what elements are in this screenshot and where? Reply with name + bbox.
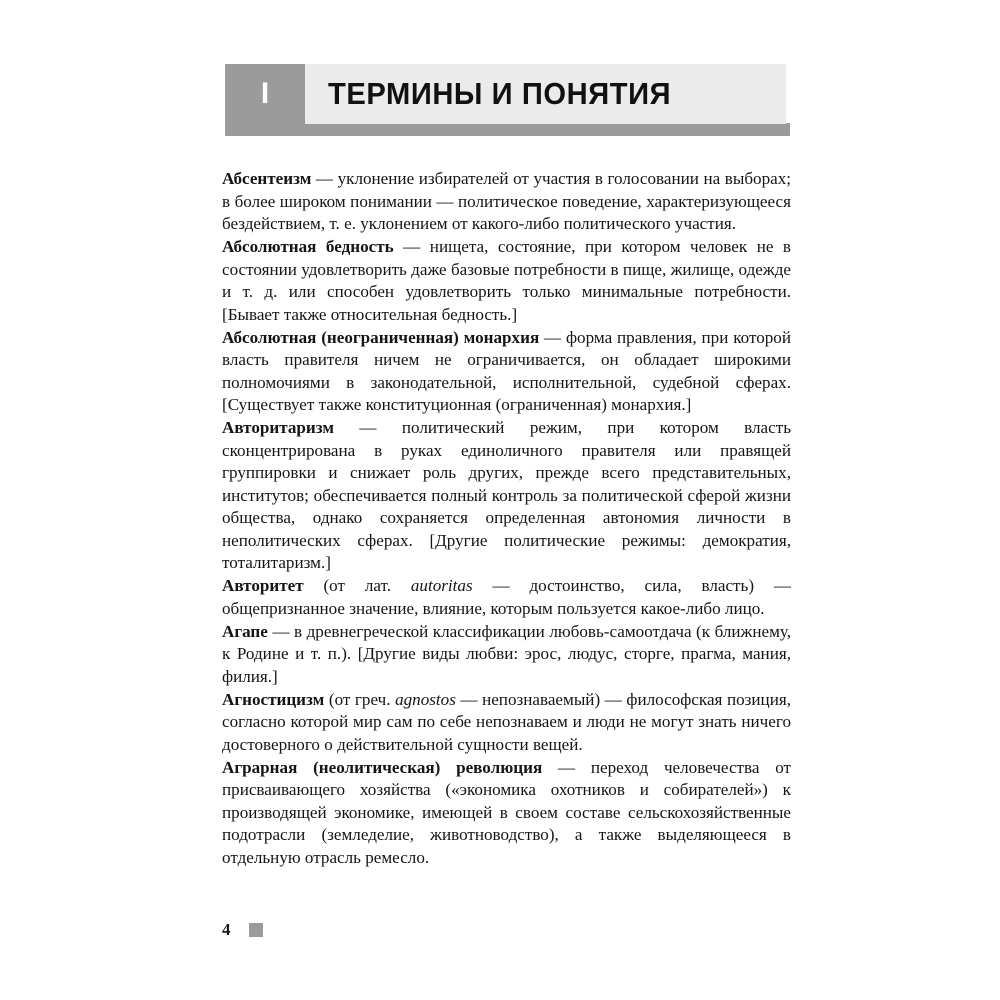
glossary-etymology-latin: agnostos [395,689,456,709]
glossary-entry [222,575,791,620]
glossary-etymology-suffix: — непознаваемый) [455,689,601,709]
chapter-header [225,64,790,136]
glossary-definition: нищета, состояние, при котором человек не в состоянии удовлетворить даже базовые потребности в пище, жилище, одежде и т. д. или способен удовлетворить только минимальные потребности. [Бывает также относительная бедность.] [222,237,792,324]
glossary-term: Абсолютная бедность [222,237,394,256]
glossary-dash: — [393,237,430,256]
glossary-entry [222,417,791,575]
glossary-entry [222,168,791,236]
glossary-term: Аграрная (неолитическая) революция [222,757,543,777]
footer-square-marker [249,923,263,937]
glossary-definition: политический режим, при котором власть сконцентрирована в руках единоличного правителя или правящей группировки и снижает роль других, прежде всего представительных, институтов; обеспечивается полный контроль за политической сферой жизни общества, однако сохраняется определенная автономия личности в неполитических сферах. [Другие политические режимы: демократия, тоталитаризм.] [222,418,791,572]
glossary-term: Авторитаризм [222,418,335,437]
glossary-definition: форма правления, при которой власть правителя ничем не ограничивается, он обладает широкими полномочиями в законодательной, исполнительной, судебной сферах. [Существует также конституционная (ограниченная) монархия.] [222,327,792,414]
glossary-entry [222,757,791,870]
glossary-entry [222,621,791,689]
page-number: 4 [222,920,231,939]
glossary-definition: переход человечества от присваивающего хозяйства («экономика охотников и собирателей») к производящей экономике, имеющей в своем составе сельскохозяйственные подотрасли (земледелие, животноводство), а также выделяющееся в отдельную отрасль ремесло. [222,757,791,867]
glossary-dash: — [600,689,627,709]
glossary-definition: общепризнанное значение, влияние, которым пользуется какое-либо лицо. [222,598,765,618]
glossary-definition: философская позиция, согласно которой мир сам по себе непознаваем и люди не могут знать ничего достоверного о действительной сущности вещей. [222,689,791,754]
glossary-entry [222,689,791,757]
glossary-term: Агностицизм [222,689,325,709]
page-footer [222,921,263,938]
chapter-number-box [225,64,305,136]
glossary-term: Авторитет [222,576,304,595]
glossary-etymology-latin: autoritas [410,576,473,595]
glossary-dash: — [334,418,402,437]
glossary-term: Абсолютная (неограниченная) монархия [222,327,540,347]
glossary-definition: уклонение избирателей от участия в голосовании на выборах; в более широком понимании — политическое поведение, характеризующееся бездействием, т. е. уклонением от какого-либо политического участия. [222,169,792,233]
glossary-dash: — [539,327,566,347]
glossary-definition: в древнегреческой классификации любовь-самоотдача (к ближнему, к Родине и т. п.). [Другие виды любви: эрос, людус, сторге, прагма, мания, филия.] [222,621,791,686]
glossary-dash: — [267,621,294,641]
glossary-entry [222,327,791,417]
chapter-header-underbar [225,123,790,136]
glossary-dash: — [311,169,338,188]
glossary-dash: — [542,757,591,777]
glossary-dash: — [754,576,792,595]
glossary-term: Абсентеизм [222,169,312,188]
glossary-entry [222,236,791,326]
chapter-title: ТЕРМИНЫ И ПОНЯТИЯ [328,76,672,111]
glossary-term: Агапе [222,621,268,641]
glossary-etymology-prefix: (от греч. [324,689,396,709]
glossary-body [222,168,791,870]
glossary-etymology-prefix: (от лат. [303,576,411,595]
glossary-etymology-suffix: — достоинство, сила, власть) [472,576,755,595]
chapter-numeral: I [260,77,270,110]
